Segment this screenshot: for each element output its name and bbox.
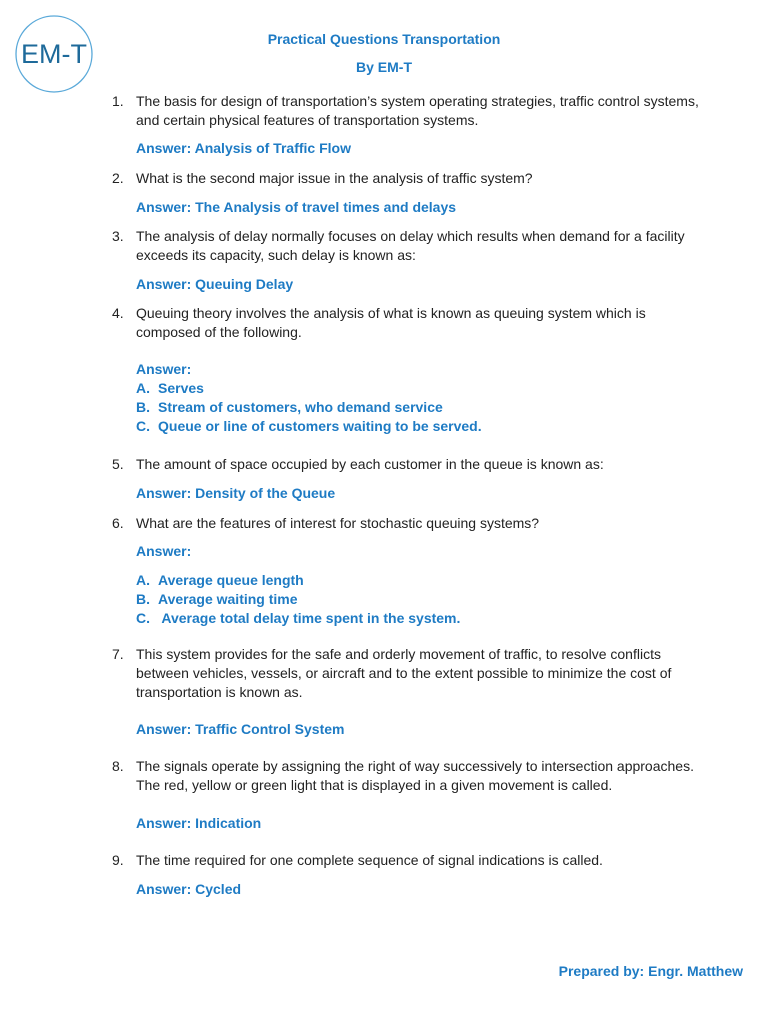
question-number: 7.	[112, 646, 124, 662]
answer-3: Answer: Queuing Delay	[136, 276, 294, 292]
question-7	[112, 645, 712, 702]
option-letter: A.	[136, 380, 150, 396]
answer-6-option-b	[136, 590, 298, 609]
page-title: Practical Questions Transportation	[267, 31, 501, 47]
question-text: The amount of space occupied by each customer in the queue is known as:	[136, 456, 604, 472]
question-text: This system provides for the safe and orderly movement of traffic, to resolve conflicts between vehicles, vessels, or aircraft and to the extent possible to minimize the cost of transportation is known as.	[136, 646, 672, 700]
question-number: 3.	[112, 228, 124, 244]
logo-text: EM-T	[21, 39, 87, 69]
question-text: Queuing theory involves the analysis of what is known as queuing system which is composed of the following.	[136, 305, 646, 340]
question-text: The basis for design of transportation’s system operating strategies, traffic control systems, and certain physical features of transportation systems.	[136, 93, 699, 128]
answer-6-label: Answer:	[136, 543, 192, 559]
question-text: The signals operate by assigning the right of way successively to intersection approaches. The red, yellow or green light that is displayed in a given movement is called.	[136, 758, 694, 793]
question-number: 2.	[112, 170, 124, 186]
question-2	[112, 169, 712, 188]
answer-4-option-c	[136, 417, 482, 436]
option-letter: B.	[136, 591, 150, 607]
option-letter: C.	[136, 610, 150, 626]
option-text: Average waiting time	[158, 591, 298, 607]
option-letter: A.	[136, 572, 150, 588]
page-subtitle: By EM-T	[356, 59, 412, 75]
question-text: What are the features of interest for stochastic queuing systems?	[136, 515, 540, 531]
question-number: 9.	[112, 852, 124, 868]
option-text: Serves	[158, 380, 204, 396]
answer-4-option-b	[136, 398, 443, 417]
question-9	[112, 851, 712, 870]
question-number: 4.	[112, 305, 124, 321]
question-text: The time required for one complete sequence of signal indications is called.	[136, 852, 603, 868]
prepared-by: Prepared by: Engr. Matthew	[558, 963, 743, 979]
option-text: Average total delay time spent in the system.	[158, 610, 461, 626]
question-8	[112, 757, 712, 795]
option-text: Average queue length	[158, 572, 304, 588]
question-text: What is the second major issue in the analysis of traffic system?	[136, 170, 533, 186]
question-number: 5.	[112, 456, 124, 472]
answer-5: Answer: Density of the Queue	[136, 485, 336, 501]
option-letter: C.	[136, 418, 150, 434]
question-number: 6.	[112, 515, 124, 531]
option-text: Stream of customers, who demand service	[158, 399, 443, 415]
question-1	[112, 92, 712, 130]
question-6	[112, 514, 712, 533]
answer-7: Answer: Traffic Control System	[136, 721, 345, 737]
option-text: Queue or line of customers waiting to be served.	[158, 418, 482, 434]
question-3	[112, 227, 712, 265]
answer-2: Answer: The Analysis of travel times and delays	[136, 199, 457, 215]
question-5	[112, 455, 712, 474]
answer-4-label: Answer:	[136, 361, 192, 377]
question-number: 1.	[112, 93, 124, 109]
answer-8: Answer: Indication	[136, 815, 262, 831]
answer-6-option-a	[136, 571, 304, 590]
answer-6-option-c	[136, 609, 460, 628]
answer-9: Answer: Cycled	[136, 881, 242, 897]
answer-4-option-a	[136, 379, 204, 398]
em-t-logo	[14, 14, 94, 94]
question-number: 8.	[112, 758, 124, 774]
answer-1: Answer: Analysis of Traffic Flow	[136, 140, 351, 156]
option-letter: B.	[136, 399, 150, 415]
question-text: The analysis of delay normally focuses on delay which results when demand for a facility exceeds its capacity, such delay is known as:	[136, 228, 685, 263]
question-4	[112, 304, 712, 342]
